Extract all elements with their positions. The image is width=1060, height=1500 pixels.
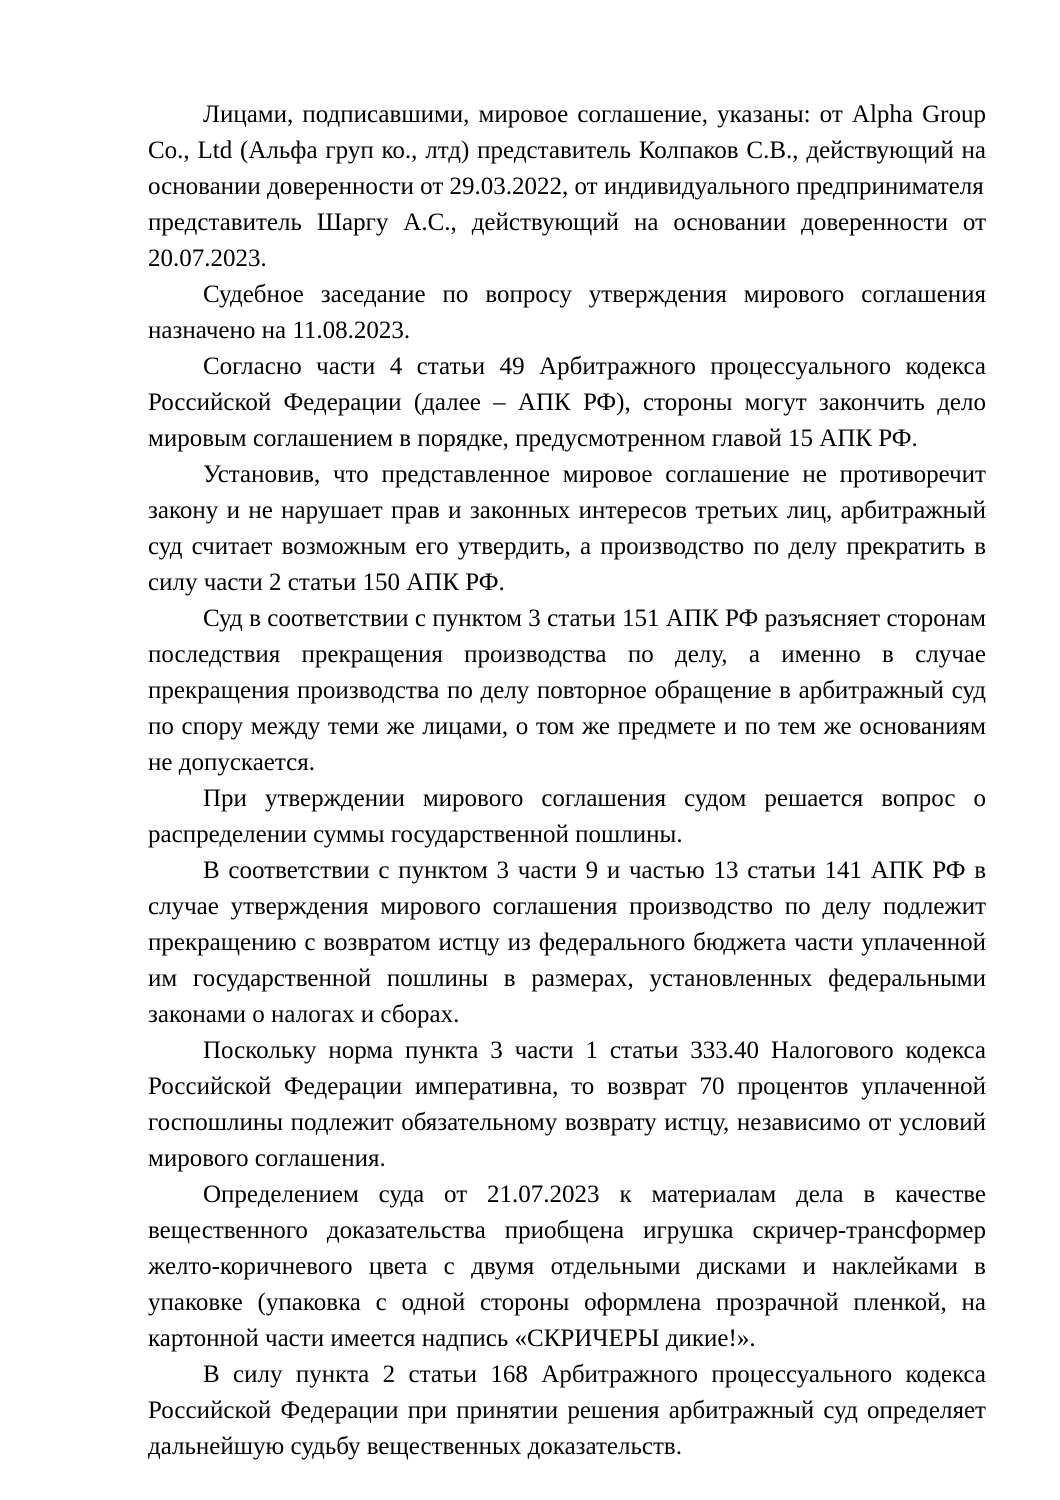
paragraph: Лицами, подписавшими, мировое соглашение, указаны: от Alpha Group Co., Ltd (Альфа груп ко., лтд) представитель Колпаков С.В., действующий на основании доверенности от 29.03.2022, от индивидуального предпринимателя — [148, 101, 986, 200]
paragraph: Поскольку норма пункта 3 части 1 статьи 333.40 Налогового кодекса Российской Федерации императивна, то возврат 70 процентов уплаченной госпошлины подлежит обязательному возврату истцу, независимо от условий мирового соглашения. — [148, 1037, 986, 1172]
paragraph: При утверждении мирового соглашения судом решается вопрос о распределении суммы государственной пошлины. — [148, 785, 986, 848]
paragraph: В силу пункта 2 статьи 168 Арбитражного процессуального кодекса Российской Федерации при принятии решения арбитражный суд определяет дальнейшую судьбу вещественных доказательств. — [148, 1361, 986, 1460]
paragraph: Судебное заседание по вопросу утверждения мирового соглашения назначено на 11.08.2023. — [148, 281, 986, 344]
paragraph: Согласно части 4 статьи 49 Арбитражного процессуального кодекса Российской Федерации (далее – АПК РФ), стороны могут закончить дело мировым соглашением в порядке, предусмотренном главой 15 АПК РФ. — [148, 353, 986, 452]
paragraph: Суд в соответствии с пунктом 3 статьи 151 АПК РФ разъясняет сторонам последствия прекращения производства по делу, а именно в случае прекращения производства по делу повторное обращение в арбитражный суд по спору между теми же лицами, о том же предмете и по тем же основаниям не допускается. — [148, 605, 986, 776]
paragraph: представитель Шаргу А.С., действующий на основании доверенности от 20.07.2023. — [148, 209, 986, 272]
paragraph: Определением суда от 21.07.2023 к материалам дела в качестве вещественного доказательства приобщена игрушка скричер-трансформер желто-коричневого цвета с двумя отдельными дисками и наклейками в упаковке (упаковка с одной стороны оформлена прозрачной пленкой, на картонной части имеется надпись «СКРИЧЕРЫ дикие!». — [148, 1181, 986, 1352]
paragraph: В соответствии с пунктом 3 части 9 и частью 13 статьи 141 АПК РФ в случае утверждения мирового соглашения производство по делу подлежит прекращению с возвратом истцу из федерального бюджета части уплаченной им государственной пошлины в размерах, установленных федеральными законами о налогах и сборах. — [148, 857, 986, 1028]
paragraph: Установив, что представленное мировое соглашение не противоречит закону и не нарушает прав и законных интересов третьих лиц, арбитражный суд считает возможным его утвердить, а производство по делу прекратить в силу части 2 статьи 150 АПК РФ. — [148, 461, 986, 596]
document-text — [148, 97, 986, 1465]
